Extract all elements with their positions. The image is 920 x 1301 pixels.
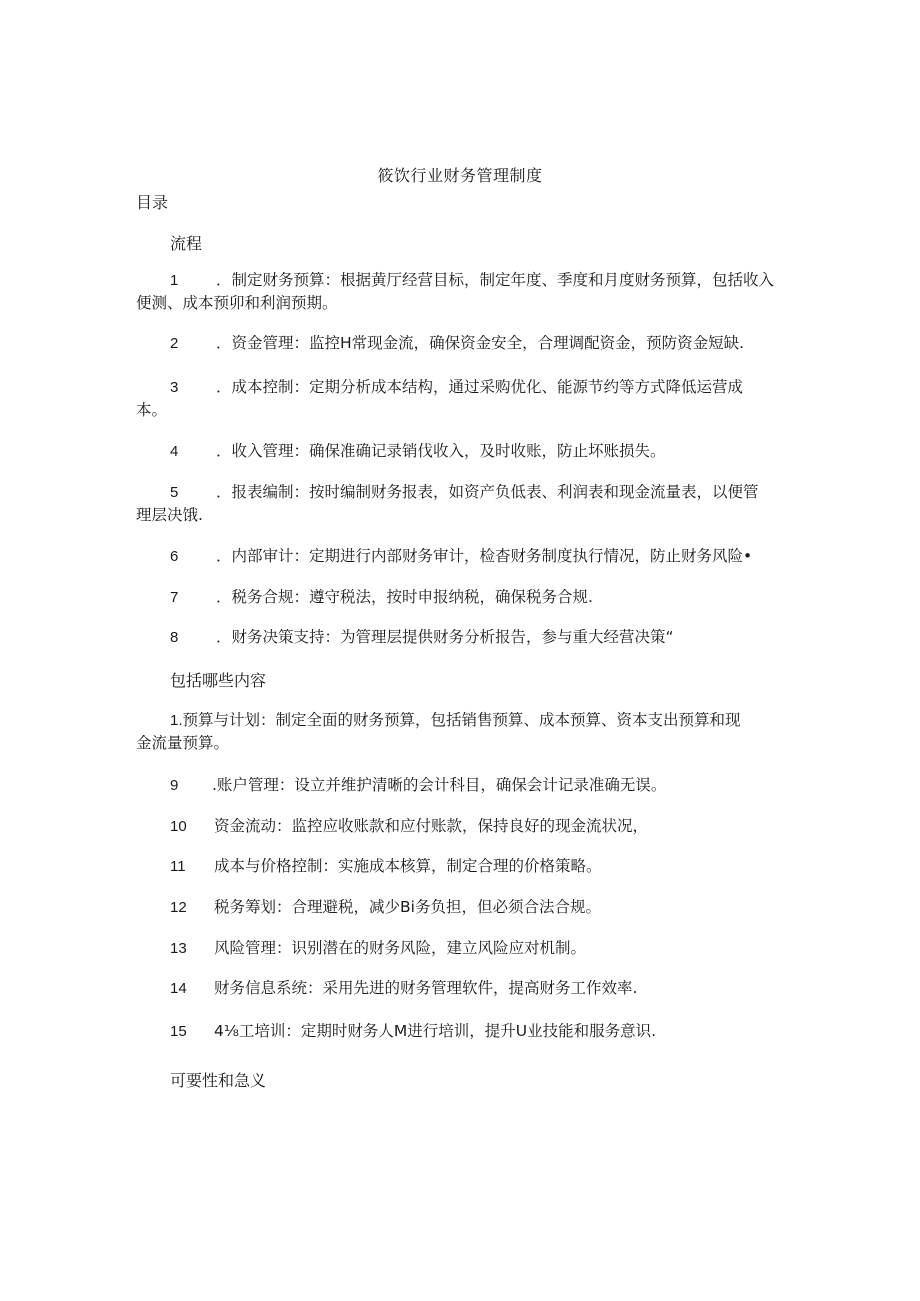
contents-item-14 [136,977,796,1000]
contents-item-11 [136,855,796,878]
contents-item-15 [136,1020,796,1043]
item-number: 1. [170,712,183,729]
process-item-8 [136,626,796,649]
item-number: 8 [170,629,179,646]
process-item-1 [136,269,796,315]
document-title: 筱饮行业财务管理制度 [377,166,543,185]
item-text: ．成本控制：定期分析成本结构，通过采购优化、能源节约等方式降低运营成 [216,378,744,396]
contents-item-13 [136,937,796,960]
item-text-continuation: 便测、成本预卯和利润预期。 [136,294,338,312]
item-text: 税务筹划：合理避税，减少Bi务负担，但必须合法合规。 [214,898,601,916]
process-item-7 [136,586,796,609]
process-item-5 [136,481,796,527]
section-heading-process: 流程 [170,234,203,253]
section-heading-importance: 可要性和急义 [170,1071,267,1090]
item-text: ．资金管理：监控H常现金流，确保资金安全，合理调配资金，预防资金短缺. [216,334,745,352]
contents-item-10 [136,815,796,838]
item-number: 13 [170,940,187,957]
item-text: ．收入管理：确保准确记录销伐收入，及时收账，防止坏账损失。 [216,442,666,460]
item-text: ．税务合规：遵守税法，按时申报纳税，确保税务合规. [216,588,593,606]
item-text: 4⅛工培训：定期时财务人M进行培训，提升U业技能和服务意识. [214,1022,657,1040]
item-text-continuation: 理层决饿. [136,506,203,524]
item-number: 12 [170,899,187,916]
item-number: 5 [170,484,179,501]
toc-label: 目录 [136,193,169,212]
item-text: ．报表编制：按时编制财务报表，如资产负低表、利润表和现金流量表，以便管 [216,483,759,501]
item-number: 1 [170,272,179,289]
item-text: 资金流动：监控应收账款和应付账款，保持良好的现金流状况， [214,817,649,835]
item-number: 2 [170,335,179,352]
section-heading-contents: 包括哪些内容 [170,671,267,690]
contents-item-1 [136,709,796,755]
item-number: 7 [170,589,179,606]
process-item-6 [136,545,796,568]
item-text: ．内部审计：定期进行内部财务审计，检杳财务制度执行情况，防止财务风险• [216,547,753,565]
process-item-3 [136,376,796,422]
process-item-4 [136,440,796,463]
item-number: 4 [170,443,179,460]
item-text: ．财务决策支持：为管理层提供财务分析报告，参与重大经营决策“ [216,628,674,646]
item-text-continuation: 本。 [136,401,168,419]
item-text: .账户管理：设立并维护清晰的会计科目，确保会计记录准确无误。 [212,776,667,794]
item-text: ．制定财务预算：根据黄厅经营目标，制定年度、季度和月度财务预算，包括收入 [216,271,775,289]
item-number: 6 [170,548,179,565]
item-number: 10 [170,818,187,835]
item-number: 3 [170,379,179,396]
item-number: 11 [170,858,186,875]
process-item-2 [136,332,796,355]
item-number: 9 [170,777,179,794]
item-text: 风险管理：识别潜在的财务风险，建立风险应对机制。 [214,939,587,957]
item-text: 预算与计划：制定全面的财务预算，包括销售预算、成本预算、资本支出预算和现 [182,711,741,729]
item-text-continuation: 金流量预算。 [136,734,230,752]
item-text: 财务信息系统：采用先进的财务管理软件，提高财务工作效率. [214,979,638,997]
item-number: 15 [170,1023,187,1040]
item-number: 14 [170,980,187,997]
item-text: 成本与价格控制：实施成本核算，制定合理的价格策略。 [214,857,602,875]
contents-item-12 [136,896,796,919]
contents-item-9 [136,774,796,797]
